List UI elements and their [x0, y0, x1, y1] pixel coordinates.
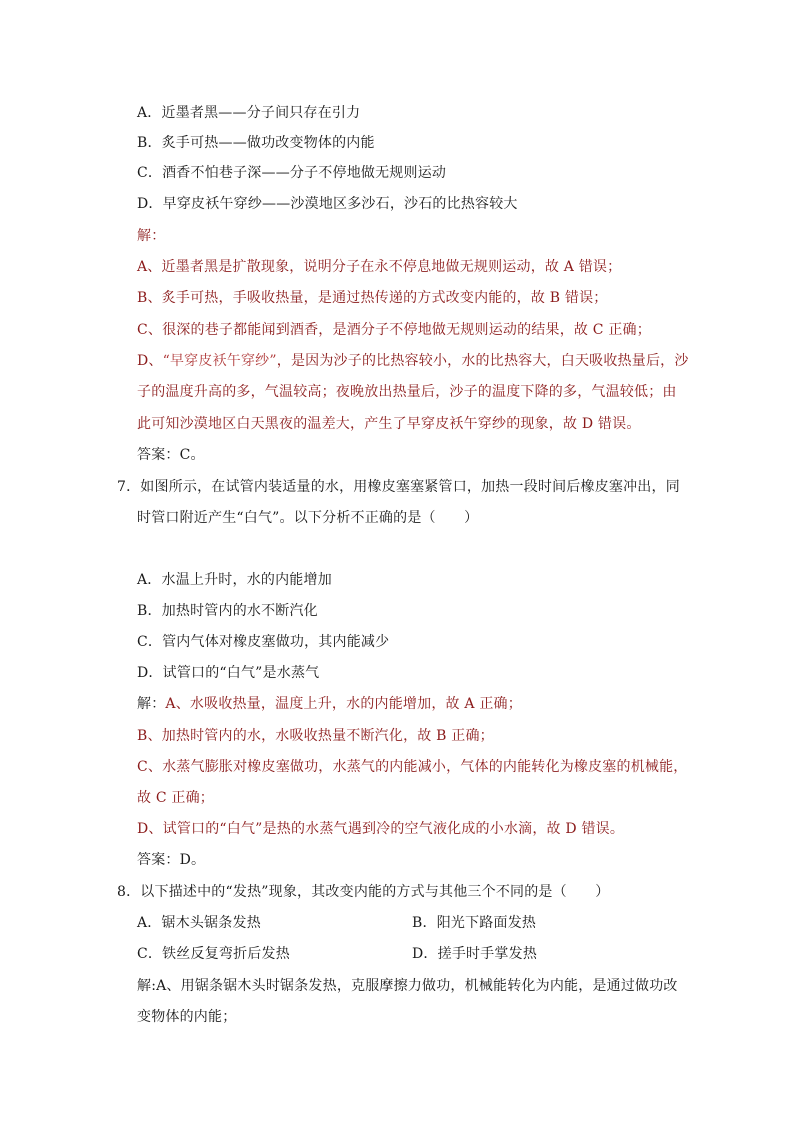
q7-solution-b: B、加热时管内的水，水吸收热量不断汽化，故 B 正确；: [137, 728, 494, 744]
q6-solution-d-line1: [137, 351, 689, 371]
q8-option-d: D．搓手时手掌发热: [412, 946, 538, 962]
q6-solution-d-line2: 子的温度升高的多，气温较高；夜晚放出热量后，沙子的温度下降的多，气温较低；由: [137, 384, 677, 400]
q7-stem-line1: 7．如图所示，在试管内装适量的水，用橡皮塞塞紧管口，加热一段时间后橡皮塞冲出，同: [117, 479, 680, 495]
q6-solution-a: A、近墨者黑是扩散现象，说明分子在永不停息地做无规则运动，故 A 错误；: [137, 259, 622, 275]
q8-stem: 8．以下描述中的“发热”现象，其改变内能的方式与其他三个不同的是（ ）: [117, 884, 610, 900]
q6-solution-d-prefix: D、: [137, 353, 163, 369]
q6-solution-d-quote: “早穿皮袄午穿纱”: [162, 353, 277, 369]
q8-option-b: B．阳光下路面发热: [412, 915, 537, 931]
q8-solution-a-line2: 变物体的内能；: [137, 1009, 237, 1025]
q6-solution-label: 解：: [137, 228, 166, 244]
q6-solution-b: B、炙手可热，手吸收热量，是通过热传递的方式改变内能的，故 B 错误；: [137, 290, 608, 306]
q7-option-b: B．加热时管内的水不断汽化: [137, 603, 318, 619]
q7-stem-line2: 时管口附近产生“白气”。以下分析不正确的是（ ）: [137, 510, 479, 526]
q6-solution-c: C、很深的巷子都能闻到酒香，是酒分子不停地做无规则运动的结果，故 C 正确；: [137, 322, 651, 338]
q7-solution-c-line1: C、水蒸气膨胀对橡皮塞做功，水蒸气的内能减小，气体的内能转化为橡皮塞的机械能，: [137, 759, 688, 775]
q7-solution-a-line: [137, 694, 522, 714]
q7-solution-label: 解：: [137, 696, 166, 712]
q6-answer: 答案：C。: [137, 447, 205, 463]
q7-option-d: D．试管口的“白气”是水蒸气: [137, 665, 320, 681]
q6-option-a: A．近墨者黑——分子间只存在引力: [137, 105, 361, 121]
q6-solution-d-rest: ，是因为沙子的比热容较小，水的比热容大，白天吸收热量后，沙: [276, 353, 689, 369]
q6-solution-d-line3: 此可知沙漠地区白天黑夜的温差大，产生了早穿皮袄午穿纱的现象，故 D 错误。: [137, 416, 641, 432]
q8-option-c: C．铁丝反复弯折后发热: [137, 946, 290, 962]
q6-option-c: C．酒香不怕巷子深——分子不停地做无规则运动: [137, 165, 447, 181]
q8-solution-a-line1: [137, 976, 678, 996]
q7-answer: 答案：D。: [137, 852, 206, 868]
q7-solution-d: D、试管口的“白气”是热的水蒸气遇到冷的空气液化成的小水滴，故 D 错误。: [137, 821, 625, 837]
q6-option-d: D．早穿皮袄午穿纱——沙漠地区多沙石，沙石的比热容较大: [137, 196, 518, 212]
q7-solution-a: A、水吸收热量，温度上升，水的内能增加，故 A 正确；: [165, 696, 522, 712]
q7-solution-c-line2: 故 C 正确；: [137, 790, 215, 806]
q6-option-b: B．炙手可热——做功改变物体的内能: [137, 135, 375, 151]
q7-option-c: C．管内气体对橡皮塞做功，其内能减少: [137, 634, 390, 650]
q8-solution-a: A、用锯条锯木头时锯条发热，克服摩擦力做功，机械能转化为内能，是通过做功改: [156, 978, 678, 994]
q7-option-a: A．水温上升时，水的内能增加: [137, 572, 332, 588]
q8-option-a: A．锯木头锯条发热: [137, 915, 261, 931]
q8-solution-label: 解:: [137, 978, 157, 994]
